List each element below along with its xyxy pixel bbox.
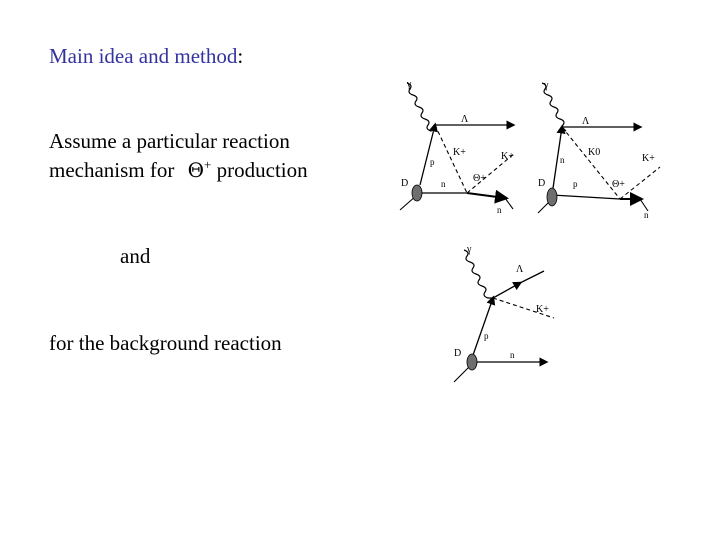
label-d: D: [454, 348, 462, 359]
label-theta: Θ+: [612, 179, 625, 190]
feynman-diagram-signal-2: [530, 75, 670, 220]
section-heading: [49, 42, 243, 70]
label-kplus-b: K+: [501, 151, 514, 162]
label-gamma: γ: [407, 79, 412, 90]
feynman-diagram-signal-1: [395, 75, 540, 215]
label-gamma: γ: [467, 244, 472, 255]
theta-line: [467, 193, 505, 198]
label-n-bottom: n: [644, 210, 649, 220]
text-line-1: Assume a particular reaction: [49, 129, 290, 153]
neutron-out-line: [505, 198, 513, 209]
heading-colon: :: [237, 44, 244, 68]
lambda-line: [493, 283, 520, 298]
label-lambda: Λ: [461, 114, 469, 125]
label-p: p: [430, 157, 435, 167]
lambda-line-tail: [520, 271, 544, 283]
label-lambda: Λ: [516, 264, 524, 275]
deuteron-blob: [547, 188, 557, 206]
text-line-2: [49, 156, 308, 184]
proton-line: [552, 195, 620, 199]
proton-line: [420, 125, 435, 185]
label-n2: n: [497, 205, 502, 215]
kaon-plus-line: [620, 167, 660, 199]
label-kplus: K+: [642, 153, 655, 164]
deuteron-blob: [467, 354, 477, 370]
kaon-exchange-line: [435, 125, 467, 193]
theta-symbol: Θ: [187, 158, 205, 182]
label-kplus: K+: [536, 304, 549, 315]
label-kplus-a: K+: [453, 147, 466, 158]
photon-line: [407, 83, 435, 131]
theta-charge: +: [204, 157, 212, 172]
label-d: D: [401, 178, 409, 189]
feynman-diagram-background: [450, 238, 580, 388]
heading-main: Main idea and method: [49, 44, 238, 68]
label-gamma: γ: [544, 80, 549, 91]
text-line-2-prefix: mechanism for: [49, 158, 175, 182]
label-theta: Θ+: [473, 173, 486, 184]
label-n: n: [510, 350, 515, 360]
label-lambda: Λ: [582, 116, 590, 127]
text-background: for the background reaction: [49, 331, 282, 355]
text-and: and: [120, 244, 151, 268]
deuteron-in-line: [454, 366, 470, 382]
deuteron-blob: [412, 185, 422, 201]
proton-line: [472, 298, 493, 358]
label-p: p: [484, 331, 489, 341]
label-p: p: [573, 179, 578, 189]
label-d: D: [538, 178, 546, 189]
text-line-2-suffix: production: [216, 158, 308, 182]
photon-line: [464, 250, 493, 298]
label-n1: n: [441, 179, 446, 189]
label-n-top: n: [560, 155, 565, 165]
label-k0: K0: [588, 147, 601, 158]
